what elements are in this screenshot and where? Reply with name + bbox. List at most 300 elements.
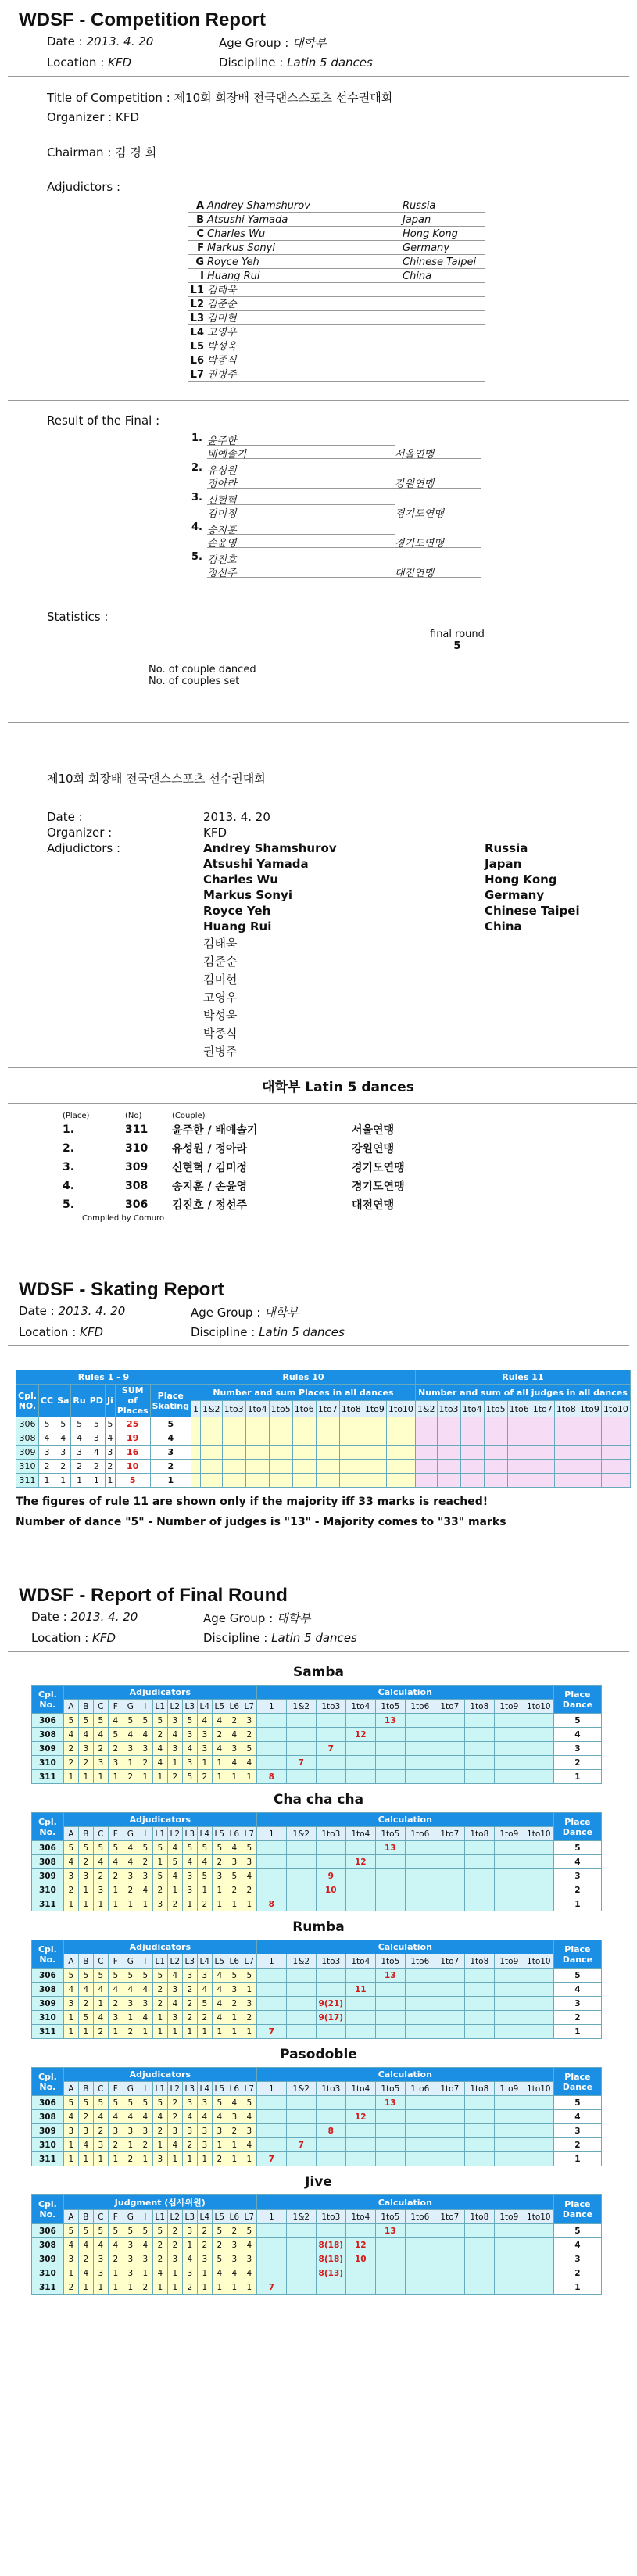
summary-place: 2. xyxy=(63,1142,75,1155)
final-row xyxy=(32,1714,602,1728)
calc-value xyxy=(405,1855,435,1869)
rule11-cell xyxy=(578,1446,601,1460)
mark: 5 xyxy=(108,1841,123,1855)
mark: 4 xyxy=(78,1983,93,1997)
mark: 2 xyxy=(197,2224,212,2238)
mark: 1 xyxy=(197,2025,212,2039)
mark: 2 xyxy=(78,2110,93,2124)
calc-value xyxy=(345,1969,375,1983)
couple-number: 308 xyxy=(32,2110,64,2124)
rule10-cell xyxy=(222,1431,245,1446)
mark: 1 xyxy=(63,1770,78,1784)
mark: 4 xyxy=(123,1728,138,1742)
judge-code: L3 xyxy=(182,1954,197,1969)
mark: 2 xyxy=(212,1855,227,1869)
skating-discipline: Latin 5 dances xyxy=(259,1325,345,1339)
calc-value xyxy=(345,2011,375,2025)
mark: 5 xyxy=(227,1869,242,1883)
result-place: 1. xyxy=(191,432,202,444)
final-row xyxy=(32,1869,602,1883)
dance-title: Cha cha cha xyxy=(273,1792,364,1807)
mark: 4 xyxy=(242,2266,256,2280)
mark: 4 xyxy=(182,1742,197,1756)
calc-value xyxy=(494,2124,524,2138)
summary-adj-country: China xyxy=(485,919,522,933)
calc-value xyxy=(375,1855,405,1869)
rule10-cell xyxy=(363,1417,386,1431)
mark: 2 xyxy=(227,2124,242,2138)
couple-number: 310 xyxy=(32,2266,64,2280)
result-couple xyxy=(207,492,395,518)
dance-table xyxy=(31,2067,602,2166)
calc-value xyxy=(524,2266,553,2280)
calc-value xyxy=(316,1714,345,1728)
judge-code: L5 xyxy=(212,2210,227,2224)
toc-label: Title of Competition : xyxy=(47,91,170,105)
rule11-cell xyxy=(460,1474,484,1488)
mark: 5 xyxy=(108,2096,123,2110)
mark: 3 xyxy=(93,1883,108,1897)
rule11-cell xyxy=(415,1431,437,1446)
mark: 5 xyxy=(78,1714,93,1728)
mark: 2 xyxy=(182,1997,197,2011)
mark: 5 xyxy=(197,1841,212,1855)
calc-value xyxy=(494,1728,524,1742)
judge-code: B xyxy=(78,1700,93,1714)
dance-place: 1 xyxy=(88,1474,105,1488)
rules-11-sub: Number and sum of all judges in all dances xyxy=(415,1385,630,1401)
mark: 4 xyxy=(167,1997,182,2011)
mark: 5 xyxy=(242,1969,256,1983)
judge-code: F xyxy=(108,1700,123,1714)
calc-value xyxy=(375,2011,405,2025)
calculation-header: Calculation xyxy=(256,2068,553,2082)
age-value: 대학부 xyxy=(292,36,327,50)
mark: 3 xyxy=(197,2096,212,2110)
calc-value xyxy=(524,2096,553,2110)
calc-col: 1to9 xyxy=(494,2210,524,2224)
rule11-cell xyxy=(601,1446,630,1460)
judge-code: G xyxy=(123,1700,138,1714)
mark: 4 xyxy=(138,1883,152,1897)
adjudicator-name: Royce Yeh xyxy=(207,256,259,268)
mark: 5 xyxy=(138,2096,152,2110)
fr-location-label: Location : xyxy=(31,1631,89,1645)
mark: 4 xyxy=(242,2238,256,2252)
rule11-cell xyxy=(554,1446,578,1460)
result-item xyxy=(184,432,629,459)
adjudicators-heading xyxy=(8,180,629,194)
rule11-col: 1to6 xyxy=(507,1401,531,1417)
calc-value xyxy=(345,2280,375,2295)
final-round-title: WDSF - Report of Final Round xyxy=(19,1585,288,1606)
chairman-label: Chairman : xyxy=(47,145,112,159)
mark: 1 xyxy=(167,1756,182,1770)
summary-adj-country xyxy=(485,989,629,1005)
mark: 3 xyxy=(123,2266,138,2280)
calc-value xyxy=(524,1841,553,1855)
rule10-cell xyxy=(200,1431,222,1446)
calc-value xyxy=(286,1742,316,1756)
mark: 5 xyxy=(152,1969,167,1983)
rule11-col: 1to3 xyxy=(437,1401,460,1417)
rule10-cell xyxy=(363,1460,386,1474)
compiled-by: Compiled by Comuro xyxy=(82,1214,165,1223)
discipline-value: Latin 5 dances xyxy=(287,56,373,70)
calc-value xyxy=(286,2110,316,2124)
couple-number: 311 xyxy=(32,2025,64,2039)
mark: 2 xyxy=(152,2124,167,2138)
calc-value xyxy=(375,1997,405,2011)
mark: 4 xyxy=(108,1855,123,1869)
mark: 2 xyxy=(152,1997,167,2011)
mark: 2 xyxy=(78,1855,93,1869)
mark: 1 xyxy=(123,2011,138,2025)
mark: 4 xyxy=(93,1728,108,1742)
summary-club: 서울연맹 xyxy=(352,1124,395,1137)
mark: 1 xyxy=(242,2152,256,2166)
calc-col: 1&2 xyxy=(286,2082,316,2096)
mark: 4 xyxy=(108,1983,123,1997)
couple-number: 311 xyxy=(16,1474,39,1488)
place-skating: 3 xyxy=(150,1446,191,1460)
result-place: 3. xyxy=(191,492,202,503)
mark: 3 xyxy=(78,1869,93,1883)
adjudicators-header: Judgment (심사위원) xyxy=(63,2195,256,2210)
calc-value xyxy=(435,1855,464,1869)
calc-col: 1&2 xyxy=(286,2210,316,2224)
calc-value xyxy=(375,2252,405,2266)
mark: 1 xyxy=(182,2152,197,2166)
location-value: KFD xyxy=(108,56,132,70)
rule10-cell xyxy=(339,1460,363,1474)
mark: 1 xyxy=(242,2280,256,2295)
calc-value xyxy=(256,2138,286,2152)
mark: 2 xyxy=(108,2252,123,2266)
calc-value xyxy=(405,2238,435,2252)
judge-code: I xyxy=(138,1700,152,1714)
calc-value xyxy=(345,2152,375,2166)
rule10-col: 1&2 xyxy=(200,1401,222,1417)
judge-code: I xyxy=(138,1827,152,1841)
mark: 3 xyxy=(167,1983,182,1997)
summary-no: 309 xyxy=(125,1161,149,1173)
calc-value: 11 xyxy=(345,1983,375,1997)
judge-code: G xyxy=(123,2210,138,2224)
mark: 5 xyxy=(227,1969,242,1983)
adjudicator-row xyxy=(188,213,485,227)
summary-adj-country xyxy=(485,1043,629,1059)
place-dance-header: Place Dance xyxy=(553,1686,601,1714)
rule10-cell xyxy=(316,1460,339,1474)
mark: 5 xyxy=(152,1869,167,1883)
mark: 4 xyxy=(63,2110,78,2124)
mark: 1 xyxy=(167,2280,182,2295)
dance-place: 4 xyxy=(88,1446,105,1460)
mark: 1 xyxy=(212,2138,227,2152)
adjudicator-name: 권병주 xyxy=(207,369,237,381)
statistics-block xyxy=(8,629,629,691)
place-dance-header: Place Dance xyxy=(553,2195,601,2224)
calc-value xyxy=(375,2025,405,2039)
mark: 4 xyxy=(93,1983,108,1997)
final-row xyxy=(32,1969,602,1983)
mark: 2 xyxy=(182,2280,197,2295)
mark: 1 xyxy=(197,1756,212,1770)
calc-col: 1 xyxy=(256,2210,286,2224)
calc-value xyxy=(464,2124,494,2138)
rule10-cell xyxy=(191,1417,200,1431)
summary-date-label: Date : xyxy=(47,810,83,824)
mark: 5 xyxy=(212,2252,227,2266)
calc-value xyxy=(435,2252,464,2266)
rule11-cell xyxy=(415,1446,437,1460)
calc-value xyxy=(464,1997,494,2011)
calc-col: 1to5 xyxy=(375,2082,405,2096)
final-round-label: final round xyxy=(430,629,485,640)
calc-col: 1to8 xyxy=(464,1827,494,1841)
calc-value xyxy=(494,1855,524,1869)
summary-date: 2013. 4. 20 xyxy=(203,810,270,824)
adjudicator-name: Andrey Shamshurov xyxy=(207,200,310,212)
judge-code: L5 xyxy=(212,1954,227,1969)
calc-value xyxy=(345,1742,375,1756)
mark: 3 xyxy=(123,1997,138,2011)
mark: 4 xyxy=(78,2138,93,2152)
calc-value xyxy=(405,1983,435,1997)
dance-table xyxy=(31,1812,602,1911)
place-skating: 4 xyxy=(150,1431,191,1446)
adjudicator-name: 김미현 xyxy=(207,313,237,324)
rule10-cell xyxy=(386,1417,415,1431)
calc-col: 1&2 xyxy=(286,1827,316,1841)
place-dance: 4 xyxy=(553,1728,601,1742)
summary-adj-country xyxy=(485,953,629,969)
dance-place: 4 xyxy=(71,1431,88,1446)
calc-value xyxy=(286,1855,316,1869)
dance-place: 1 xyxy=(55,1474,71,1488)
mark: 2 xyxy=(197,1897,212,1911)
mark: 1 xyxy=(242,1770,256,1784)
calc-value xyxy=(375,2280,405,2295)
place-dance: 1 xyxy=(553,2025,601,2039)
judge-code: A xyxy=(63,1700,78,1714)
mark: 5 xyxy=(182,1770,197,1784)
calc-value xyxy=(435,2110,464,2124)
fr-date: 2013. 4. 20 xyxy=(70,1610,138,1624)
col-place: (Place) xyxy=(63,1112,90,1120)
calc-value xyxy=(345,2138,375,2152)
calc-value xyxy=(286,1770,316,1784)
rule11-cell xyxy=(531,1446,554,1460)
calc-value xyxy=(435,1742,464,1756)
skating-row xyxy=(16,1446,631,1460)
final-row xyxy=(32,2138,602,2152)
couple-number: 308 xyxy=(32,1855,64,1869)
summary-no: 306 xyxy=(125,1198,149,1211)
mark: 1 xyxy=(167,2152,182,2166)
summary-adj-country: Hong Kong xyxy=(485,872,557,887)
mark: 5 xyxy=(123,1714,138,1728)
dance-title: Jive xyxy=(305,2174,332,2190)
mark: 4 xyxy=(197,1855,212,1869)
mark: 5 xyxy=(63,1714,78,1728)
final-row xyxy=(32,2124,602,2138)
col-no: (No) xyxy=(125,1112,142,1120)
couple-number: 306 xyxy=(32,2096,64,2110)
mark: 3 xyxy=(227,2252,242,2266)
mark: 4 xyxy=(63,1728,78,1742)
rule11-cell xyxy=(415,1474,437,1488)
adjudicator-name: Huang Rui xyxy=(207,270,260,282)
mark: 2 xyxy=(63,2280,78,2295)
couple-number: 310 xyxy=(32,1883,64,1897)
rule10-col: 1to3 xyxy=(222,1401,245,1417)
calc-value xyxy=(435,1969,464,1983)
calc-value xyxy=(524,2011,553,2025)
dance-header: Ji xyxy=(105,1385,115,1417)
rule10-cell xyxy=(316,1417,339,1431)
calc-col: 1to10 xyxy=(524,2210,553,2224)
mark: 3 xyxy=(227,2110,242,2124)
calc-value xyxy=(375,1728,405,1742)
result-female: 정아라 xyxy=(207,475,395,489)
calc-value xyxy=(435,2266,464,2280)
mark: 4 xyxy=(242,2110,256,2124)
mark: 5 xyxy=(138,2224,152,2238)
calc-value xyxy=(435,1997,464,2011)
judge-code: L2 xyxy=(167,1954,182,1969)
rule11-cell xyxy=(437,1446,460,1460)
mark: 4 xyxy=(108,2110,123,2124)
calc-value xyxy=(464,1742,494,1756)
couple-number: 311 xyxy=(32,2152,64,2166)
chairman-value: 김 경 희 xyxy=(115,145,157,159)
calc-value xyxy=(494,1883,524,1897)
rule10-cell xyxy=(339,1431,363,1446)
couple-number: 308 xyxy=(16,1431,39,1446)
calc-value xyxy=(405,1756,435,1770)
mark: 4 xyxy=(227,1728,242,1742)
summary-no: 311 xyxy=(125,1123,149,1136)
organizer-value: KFD xyxy=(115,110,139,124)
calc-col: 1to9 xyxy=(494,1954,524,1969)
skating-meta xyxy=(8,1304,629,1339)
mark: 1 xyxy=(212,1883,227,1897)
dance-place: 1 xyxy=(71,1474,88,1488)
mark: 5 xyxy=(78,1841,93,1855)
calc-value xyxy=(316,2280,345,2295)
rule10-col: 1 xyxy=(191,1401,200,1417)
place-dance: 5 xyxy=(553,1841,601,1855)
rule10-cell xyxy=(386,1446,415,1460)
calc-col: 1to10 xyxy=(524,2082,553,2096)
summary-club: 경기도연맹 xyxy=(352,1162,405,1174)
rule10-cell xyxy=(191,1474,200,1488)
calc-value xyxy=(524,1855,553,1869)
result-item xyxy=(184,521,629,548)
cpl-header: Cpl. No. xyxy=(32,2195,64,2224)
rule11-cell xyxy=(507,1431,531,1446)
mark: 4 xyxy=(227,1841,242,1855)
adjudicator-code: G xyxy=(195,256,204,268)
mark: 1 xyxy=(78,1883,93,1897)
summary-row xyxy=(63,1120,629,1139)
mark: 3 xyxy=(78,1742,93,1756)
judge-code: L7 xyxy=(242,1954,256,1969)
mark: 4 xyxy=(167,1969,182,1983)
mark: 3 xyxy=(93,2138,108,2152)
final-row xyxy=(32,1897,602,1911)
skating-row xyxy=(16,1474,631,1488)
summary-adj-name: Markus Sonyi xyxy=(203,888,292,902)
dance-header: PD xyxy=(88,1385,105,1417)
mark: 3 xyxy=(197,2138,212,2152)
cpl-header: Cpl. NO. xyxy=(16,1385,39,1417)
result-female: 김미정 xyxy=(207,505,395,518)
mark: 1 xyxy=(108,1897,123,1911)
rule10-cell xyxy=(222,1460,245,1474)
rule11-cell xyxy=(460,1460,484,1474)
rule10-col: 1to4 xyxy=(245,1401,269,1417)
calc-value xyxy=(375,2124,405,2138)
calc-value xyxy=(375,1742,405,1756)
calc-value xyxy=(464,2110,494,2124)
summary-adj-name: Atsushi Yamada xyxy=(203,857,309,871)
mark: 1 xyxy=(108,1883,123,1897)
mark: 1 xyxy=(63,2266,78,2280)
cpl-header: Cpl. No. xyxy=(32,1813,64,1841)
mark: 1 xyxy=(63,1897,78,1911)
calc-value xyxy=(464,2238,494,2252)
dance-place: 2 xyxy=(38,1460,55,1474)
divider xyxy=(8,1651,629,1652)
summary-result-list xyxy=(63,1112,629,1214)
mark: 5 xyxy=(182,1841,197,1855)
judge-code: L1 xyxy=(152,1954,167,1969)
calc-value xyxy=(494,2266,524,2280)
place-dance: 4 xyxy=(553,2110,601,2124)
mark: 4 xyxy=(63,1855,78,1869)
mark: 1 xyxy=(212,2025,227,2039)
calc-col: 1&2 xyxy=(286,1954,316,1969)
mark: 4 xyxy=(242,1756,256,1770)
mark: 5 xyxy=(78,1969,93,1983)
calc-col: 1to7 xyxy=(435,2082,464,2096)
dance-header: Ru xyxy=(71,1385,88,1417)
mark: 1 xyxy=(212,1897,227,1911)
result-place: 4. xyxy=(191,521,202,533)
calc-value xyxy=(494,1897,524,1911)
calc-value xyxy=(405,2224,435,2238)
calc-col: 1to4 xyxy=(345,2082,375,2096)
calc-value xyxy=(405,1841,435,1855)
result-couple xyxy=(207,521,395,548)
rules-11-header: Rules 11 xyxy=(415,1370,630,1385)
couple-number: 310 xyxy=(32,1756,64,1770)
summary-organizer: KFD xyxy=(203,826,227,840)
dance-place: 5 xyxy=(38,1417,55,1431)
result-club: 경기도연맹 xyxy=(395,505,481,518)
final-row xyxy=(32,1855,602,1869)
calc-value: 8(13) xyxy=(316,2266,345,2280)
dance-place: 5 xyxy=(55,1417,71,1431)
mark: 2 xyxy=(152,2252,167,2266)
rule11-cell xyxy=(437,1417,460,1431)
mark: 1 xyxy=(138,2266,152,2280)
couple-number: 309 xyxy=(32,1742,64,1756)
mark: 1 xyxy=(108,1770,123,1784)
